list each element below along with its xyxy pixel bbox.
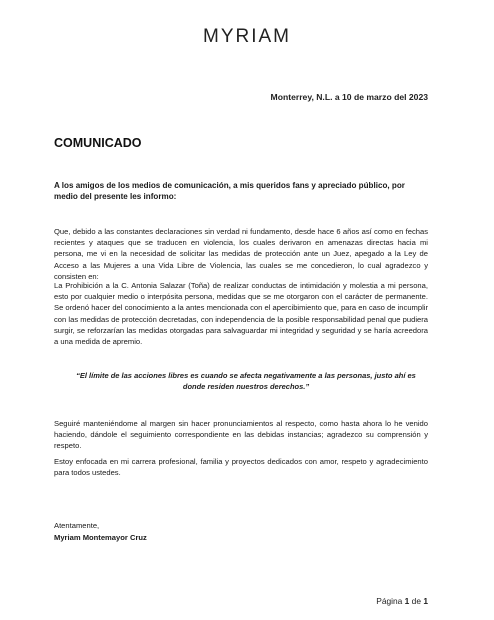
page-current: 1 [404,596,410,606]
closing-salutation: Atentamente, [54,521,100,530]
document-title: COMUNICADO [54,136,142,150]
brand-logo: MYRIAM [203,26,291,47]
page-number [376,596,428,606]
signer-name: Myriam Montemayor Cruz [54,533,147,542]
paragraph-prohibition: La Prohibición a la C. Antonia Salazar (Toña) de realizar conductas de intimidación y molestia a mi persona, esto por cualquier medio o interpósita persona, medidas que se me otorgaron con el carácter de permanente. Se ordenó hacer del conocimiento a la antes mencionada con el apercibimiento que, para en caso de incumplir con las medidas de protección decretadas, con independencia de la posible responsabilidad penal que pudiera surgir, se reforzarían las medidas otorgadas para salvaguardar mi integridad y seguridad y se haría acreedora a una medida de apremio. [54,281,428,347]
paragraph-declarations: Que, debido a las constantes declaraciones sin verdad ni fundamento, desde hace 6 años así como en fechas recientes y ataques que se traducen en violencia, los cuales derivaron en amenazas directas hacia mi persona, me vi en la necesidad de solicitar las medidas de protección ante un Juez, apegado a la Ley de Acceso a las Mujeres a una Vida Libre de Violencia, las cuales se me concedieron, lo cual agradezco y consisten en: [54,227,428,281]
quote-paragraph: “El límite de las acciones libres es cuando se afecta negativamente a las personas, justo ahí es donde residen nuestros derechos.” [76,371,416,392]
intro-paragraph: A los amigos de los medios de comunicación, a mis queridos fans y apreciado público, por medio del presente les informo: [54,181,405,202]
page-total: 1 [423,596,428,606]
paragraph-stance: Seguiré manteniéndome al margen sin hacer pronunciamientos al respecto, como hasta ahora lo he venido haciendo, dándole el seguimiento correspondiente en las debidas instancias; agradezco su comprensión y respeto. [54,419,428,451]
page-of: de [411,596,421,606]
date-line: Monterrey, N.L. a 10 de marzo del 2023 [270,92,428,102]
page-word: Página [376,596,403,606]
paragraph-focus: Estoy enfocada en mi carrera profesional, familia y proyectos dedicados con amor, respeto y agradecimiento para todos ustedes. [54,457,428,478]
